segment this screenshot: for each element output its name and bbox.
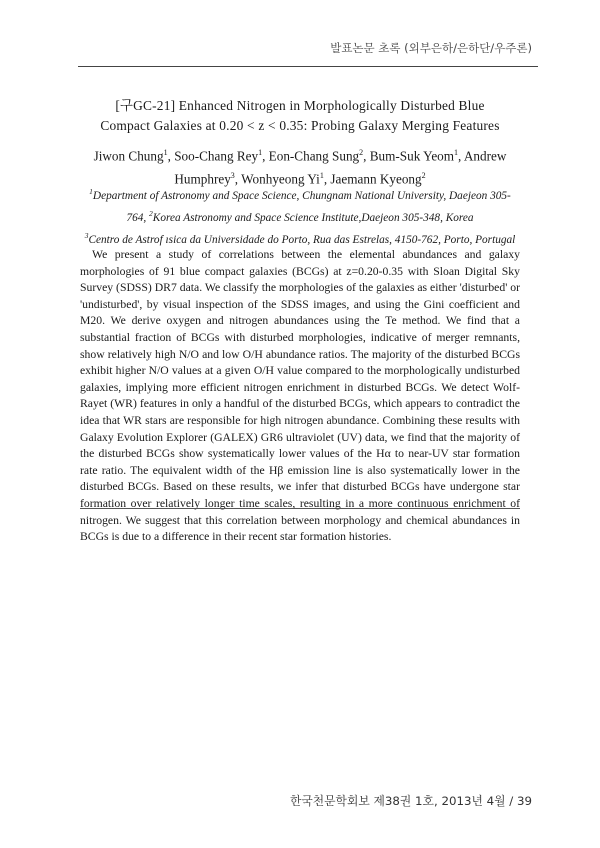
author-affil-mark: 2 xyxy=(359,148,364,157)
author-affil-mark: 1 xyxy=(258,148,263,157)
affil-mark: 1 xyxy=(89,187,93,196)
author-name: Soo-Chang Rey xyxy=(174,148,259,164)
page-footer: 한국천문학회보 제38권 1호, 2013년 4월 / 39 xyxy=(289,794,532,808)
author-list: Jiwon Chung$^1$, Soo-Chang Rey$^1$, Eon-Chang Sung$^2$, Bum-Suk Yeom$^1$, Andrew Humphrey$^3$, Wonhyeong Yi$^1$, Jaemann Kyeong$^2$ xyxy=(93,148,507,187)
running-header: 발표논문 초록 (외부은하/은하단/우주론) xyxy=(330,41,532,55)
affiliation: Department of Astronomy and Space Science, Chungnam National University, Daejeon 305-764, xyxy=(92,189,511,224)
author-name: Jaemann Kyeong xyxy=(330,171,422,187)
affil-mark: 2 xyxy=(149,208,153,218)
header-divider xyxy=(78,66,538,67)
paper-title xyxy=(70,96,530,136)
author-name: Jiwon Chung xyxy=(93,148,164,164)
affiliation: Centro de Astrof ısica da Universidade do Porto, Rua das Estrelas, 4150-762, Porto, Portugal xyxy=(88,233,516,246)
author-affil-mark: 1 xyxy=(163,148,168,157)
author-name: Wonhyeong Yi xyxy=(241,171,320,187)
author-name: Andrew Humphrey xyxy=(174,148,507,187)
abstract-divider xyxy=(80,508,520,509)
author-affil-mark: 2 xyxy=(421,171,426,181)
author-name: Eon-Chang Sung xyxy=(268,148,360,164)
title-line-2: Compact Galaxies at 0.20 < z < 0.35: Probing Galaxy Merging Features xyxy=(100,118,500,133)
title-line-1: [구GC-21] Enhanced Nitrogen in Morphologically Disturbed Blue xyxy=(115,98,485,113)
affil-mark: 3 xyxy=(84,230,89,240)
affiliation-list xyxy=(80,183,520,248)
author-affil-mark: 1 xyxy=(454,148,459,157)
author-affil-mark: 3 xyxy=(230,171,235,181)
abstract-body: We present a study of correlations between the elemental abundances and galaxy morphologies of 91 blue compact galaxies (BCGs) at z=0.20-0.35 with Sloan Digital Sky Survey (SDSS) DR7 data. We classify the morphologies of the galaxies as either 'disturbed' or 'undisturbed', by visual inspection of the SDSS images, and using the Gini coefficient and M20. We derive oxygen and nitrogen abundances using the Te method. We find that a substantial fraction of BCGs with disturbed morphologies, indicative of merger remnants, show relatively high N/O and low O/H abundance ratios. The majority of the disturbed BCGs exhibit higher N/O values at a given O/H value compared to the morphologically undisturbed galaxies, implying more efficient nitrogen enrichment in disturbed BCGs. We detect Wolf-Rayet (WR) features in only a handful of the disturbed BCGs, which appears to contradict the idea that WR stars are responsible for high nitrogen abundance. Combining these results with Galaxy Evolution Explorer (GALEX) GR6 ultraviolet (UV) data, we find that the majority of the disturbed BCGs show systematically lower values of the Hα to near-UV star formation rate ratio. The equivalent width of the Hβ emission line is also systematically lower in the disturbed BCGs. Based on these results, we infer that disturbed BCGs have undergone star formation over relatively longer time scales, resulting in a more continuous enrichment of nitrogen. We suggest that this correlation between morphology and chemical abundances in BCGs is due to a difference in their recent star formation histories. xyxy=(80,248,520,544)
author-name: Bum-Suk Yeom xyxy=(369,148,455,164)
affiliation: Korea Astronomy and Space Science Institute,Daejeon 305-348, Korea xyxy=(152,211,474,224)
author-affil-mark: 1 xyxy=(319,171,324,181)
